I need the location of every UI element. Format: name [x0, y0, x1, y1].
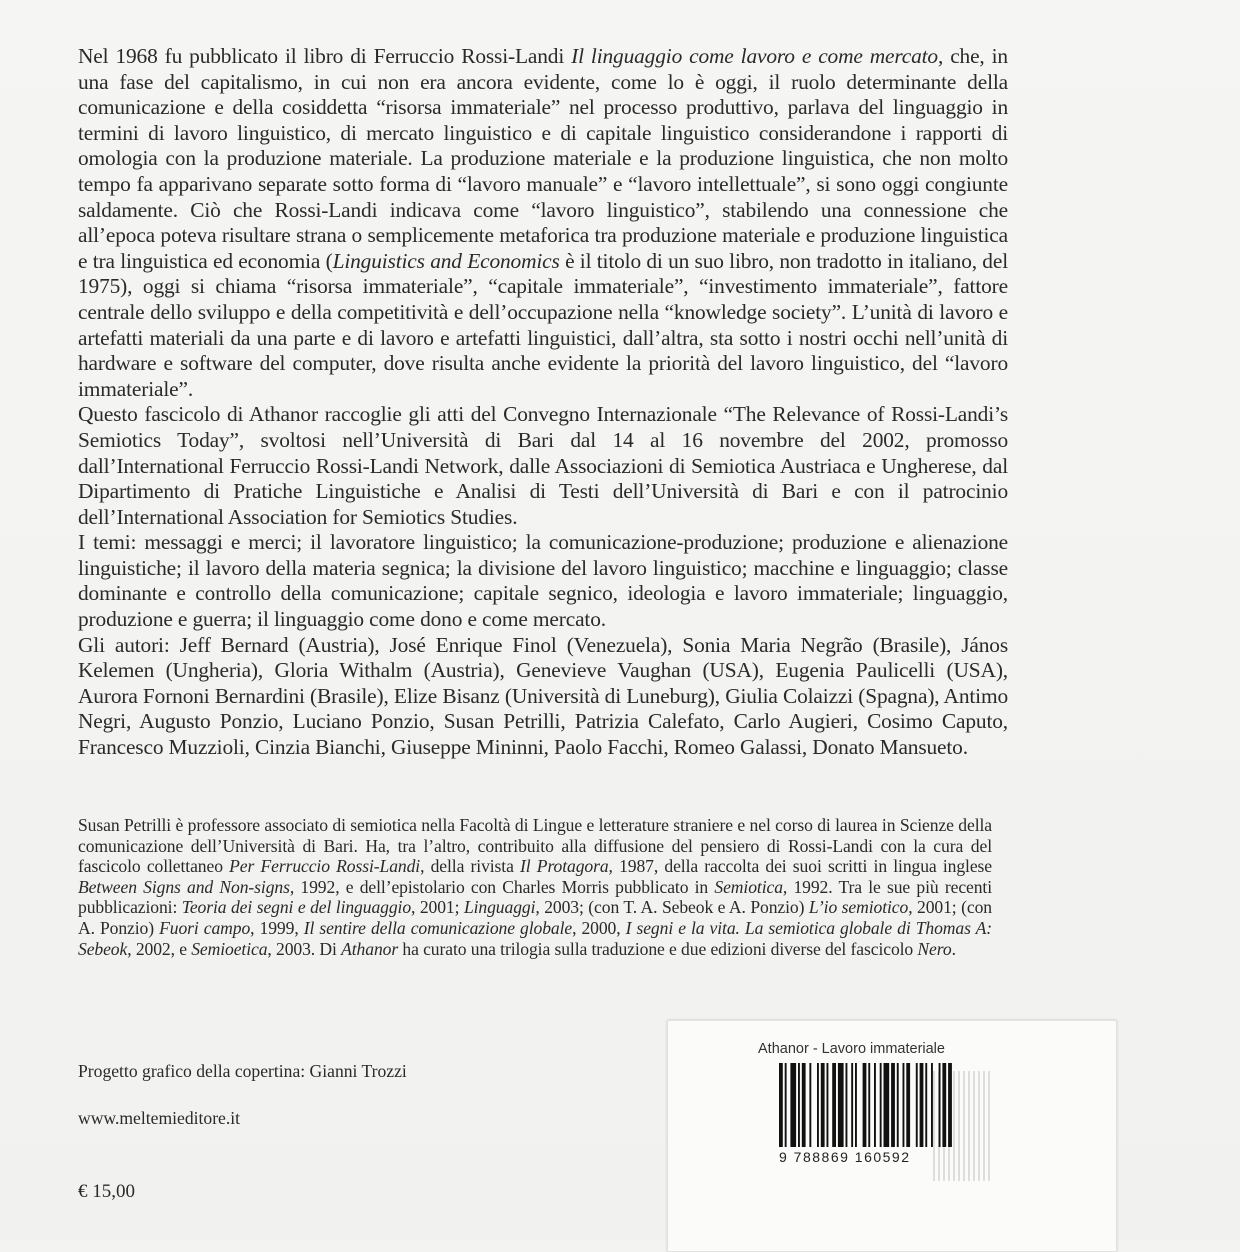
barcode-bar	[851, 1063, 853, 1147]
barcode-bar	[817, 1063, 819, 1147]
publisher-website[interactable]: www.meltemieditore.it	[78, 1108, 241, 1128]
barcode-bar	[925, 1063, 927, 1147]
barcode-bar	[920, 1063, 924, 1147]
barcode-bar	[855, 1063, 857, 1147]
barcode-bar	[931, 1063, 933, 1147]
price-label: € 15,00	[78, 1181, 135, 1202]
paragraph-autori: Gli autori: Jeff Bernard (Austria), José Enrique Finol (Venezuela), Sonia Maria Negrão (Brasile), János Kelemen (Ungheria), Gloria Withalm (Austria), Genevieve Vaughan (USA), Eugenia Paulicelli (USA), Aurora Fornoni Bernardini (Brasile), Elize Bisanz (Università di Luneburg), Giulia Colaizzi (Spagna), Antimo Negri, Augusto Ponzio, Luciano Ponzio, Susan Petrilli, Patrizia Calefato, Carlo Augieri, Cosimo Caputo, Francesco Muzzioli, Cinzia Bianchi, Giuseppe Mininni, Paolo Facchi, Romeo Galassi, Donato Mansueto.	[78, 632, 1008, 760]
sticker-title: Athanor - Lavoro immateriale	[758, 1041, 945, 1057]
barcode-icon	[779, 1063, 955, 1147]
barcode-bar	[939, 1063, 941, 1147]
editor-bio: Susan Petrilli è professore associato di semiotica nella Facoltà di Lingue e letterature straniere e nel corso di laurea in Scienze della comunicazione dell’Università di Bari. Ha, tra l’altro, contribuito alla diffusione del pensiero di Rossi-Landi con la cura del fascicolo collettaneo Per Ferruccio Rossi-Landi, della rivista Il Protagora, 1987, della raccolta dei suoi scritti in lingua inglese Between Signs and Non-signs, 1992, e dell’epistolario con Charles Morris pubblicato in Semiotica, 1992. Tra le sue più recenti pubblicazioni: Teoria dei segni e del linguaggio, 2001; Linguaggi, 2003; (con T. A. Sebeok e A. Ponzio) L’io semiotico, 2001; (con A. Ponzio) Fuori campo, 1999, Il sentire della comunicazione globale, 2000, I segni e la vita. La semiotica globale di Thomas A: Sebeok, 2002, e Semioetica, 2003. Di Athanor ha curato una trilogia sulla traduzione e due edizioni diverse del fascicolo Nero.	[78, 815, 993, 959]
barcode-bar	[779, 1063, 783, 1147]
barcode-bar	[846, 1063, 848, 1147]
paragraph-intro: Nel 1968 fu pubblicato il libro di Ferruccio Rossi-Landi Il linguaggio come lavoro e come mercato, che, in una fase del capitalismo, in cui non era ancora evidente, come lo è oggi, il ruolo determinante della comunicazione e della cosiddetta “risorsa immateriale” nel processo produttivo, parlava del linguaggio in termini di lavoro linguistico, di mercato linguistico e di capitale linguistico considerandone i rapporti di omologia con la produzione materiale. La produzione materiale e la produzione linguistica, che non molto tempo fa apparivano separate sotto forma di “lavoro manuale” e “lavoro intellettuale”, si sono oggi congiunte saldamente. Ciò che Rossi-Landi indicava come “lavoro linguistico”, stabilendo una connessione che all’epoca poteva risultare strana o semplicemente metaforica tra produzione materiale e produzione linguistica e tra linguistica ed economia (Linguistics and Economics è il titolo di un suo libro, non tradotto in italiano, del 1975), oggi si chiama “risorsa immateriale”, “capitale immateriale”, “investimento immateriale”, fattore centrale dello sviluppo e della competitività e dell’occupazione nella “knowledge society”. L’unità di lavoro e artefatti materiali da una parte e di lavoro e artefatti linguistici, dall’altra, sta sotto i nostri occhi nell’unità di hardware e software del computer, dove risulta anche evidente la priorità del lavoro linguistico, del “lavoro immateriale”.	[78, 44, 1008, 401]
barcode-bar	[863, 1063, 867, 1147]
barcode-bar	[827, 1063, 829, 1147]
paragraph-temi: I temi: messaggi e merci; il lavoratore linguistico; la comunicazione-produzione; produzione e alienazione linguistiche; il lavoro della materia segnica; la divisione del lavoro linguistico; macchine e linguaggio; classe dominante e controllo della comunicazione; capitale segnico, ideologia e lavoro immateriale; linguaggio, produzione e guerra; il linguaggio come dono e come mercato.	[78, 530, 1008, 632]
barcode-bar	[884, 1063, 890, 1147]
barcode-bar	[868, 1063, 870, 1147]
barcode-bar	[785, 1063, 787, 1147]
barcode-bar	[798, 1063, 800, 1147]
paragraph-convegno: Questo fascicolo di Athanor raccoglie gli atti del Convegno Internazionale “The Relevance of Rossi-Landi’s Semiotics Today”, svoltosi nell’Università di Bari dal 14 al 16 novembre del 2002, promosso dall’International Ferruccio Rossi-Landi Network, dalle Associazioni di Semiotica Austriaca e Ungherese, dal Dipartimento di Pratiche Linguistiche e Analisi di Testi dell’Università di Bari e con il patrocinio dell’International Association for Semiotics Studies.	[78, 402, 1008, 529]
barcode-bar	[891, 1063, 895, 1147]
barcode-bar	[790, 1063, 796, 1147]
barcode-bar	[948, 1063, 952, 1147]
barcode-bar	[942, 1063, 946, 1147]
cover-design-credit: Progetto grafico della copertina: Gianni Trozzi	[78, 1061, 407, 1081]
barcode-bar	[874, 1063, 876, 1147]
barcode-bar	[916, 1063, 918, 1147]
book-title-linguaggio: Il linguaggio come lavoro e come mercato	[571, 44, 938, 68]
barcode-bar	[809, 1063, 811, 1147]
barcode-bar	[906, 1063, 910, 1147]
barcode-bar	[897, 1063, 899, 1147]
book-title-linguistics: Linguistics and Economics	[332, 248, 560, 273]
barcode-bar	[880, 1063, 882, 1147]
barcode-sticker	[667, 1020, 1117, 1252]
synopsis-text	[78, 44, 1008, 761]
barcode-bar	[832, 1063, 836, 1147]
barcode-bar	[802, 1063, 806, 1147]
isbn-number: 9 788869 160592	[779, 1149, 911, 1165]
barcode-bar	[821, 1063, 825, 1147]
barcode-bar	[903, 1063, 905, 1147]
barcode-bar	[838, 1063, 844, 1147]
